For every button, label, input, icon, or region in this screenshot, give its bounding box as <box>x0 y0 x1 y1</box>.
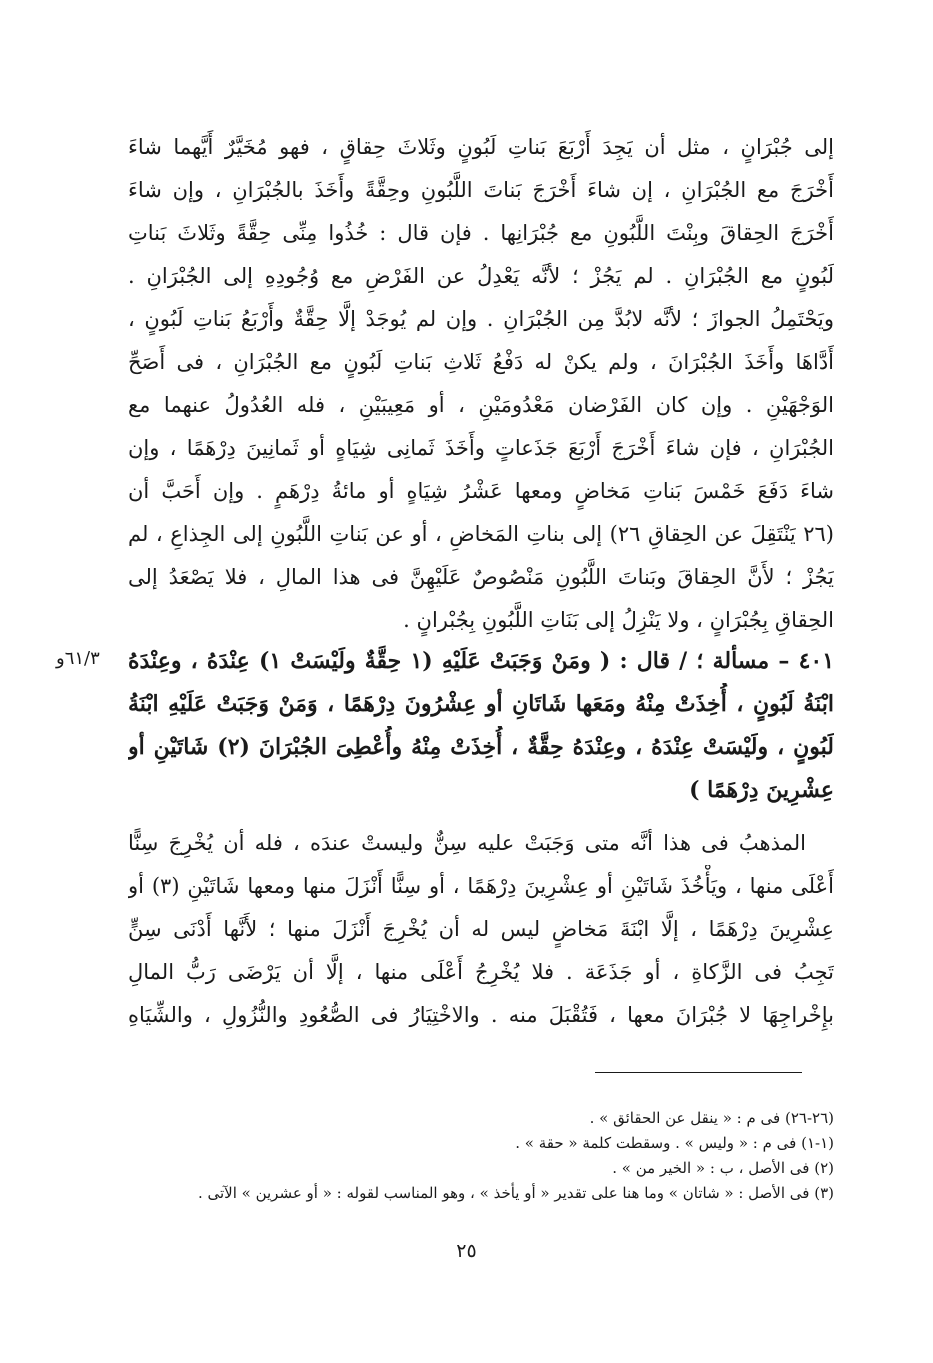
text-line: ويَحْتَمِلُ الجوازَ ؛ لأنَّه لابُدَّ مِن الجُبْرَانِ . وإن لم يُوجَدْ إلَّا حِقَّةٌ وأَرْبَعُ بَناتِ لَبُونٍ ، <box>128 307 834 331</box>
text-line: (٢٦ يَنْتَقِلَ عن الحِقاقِ ٢٦) إلى بناتِ المَخاضِ ، أو عن بَناتِ اللَّبُونِ إلى الجِذاعِ ، لم <box>128 522 834 546</box>
page-number: ٢٥ <box>456 1240 477 1262</box>
text-line: إلى جُبْرَانٍ ، مثل أن يَجِدَ أَرْبَعَ بَناتِ لَبُونٍ وثَلاثَ حِقاقٍ ، فهو مُخَيَّرٌ أَيَّهما شاءَ <box>128 135 834 159</box>
text-line: أَخْرَجَ الحِقاقَ وبِنْتَ اللَّبُونِ مع جُبْرَانِها . فإن قال : خُذُوا مِنِّى حِقَّةً وثَلاثَ بَناتِ <box>128 221 834 245</box>
paragraph-continuation <box>128 126 834 642</box>
text-line: الحِقاقِ بِجُبْرَانٍ ، ولا يَنْزِلُ إلى بَنَاتِ اللَّبُونِ بِجُبْرانٍ . <box>403 608 834 632</box>
text-line: ابْنَةُ لَبُونٍ ، أُخِذَتْ مِنْهُ ومَعَها شَاتَانِ أو عِشْرُونَ دِرْهَمًا ، وَمَنْ وَجَبَتْ عَلَيْهِ ابْنَةُ <box>128 691 834 717</box>
footnotes <box>128 1106 834 1206</box>
footnote: (٢) فى الأصل ، ب : « الخير من » . <box>612 1159 834 1177</box>
text-line: الوَجْهَيْنِ . وإن كان الفَرْضان مَعْدُومَيْنِ ، أو مَعِيبَيْنِ ، فله العُدُولُ عنهما مع <box>128 393 834 417</box>
text-line: بإِخْراجِهَا لا جُبْرَانَ معها ، فَتُقْبَلَ منه . والاخْتِيَارُ فى الصُّعُودِ والنُّزُولِ ، والشِّيَاهِ <box>128 1003 834 1027</box>
text-line: أَعْلَى منها ، ويَأْخُذَ شَاتَيْنِ أو عِشْرِينَ دِرْهَمًا ، أو سِنًّا أَنْزَلَ منها ومعها شَاتَيْنِ (٣) أو <box>128 874 834 898</box>
text-line: أَخْرَجَ مع الجُبْرَانِ ، إن شاءَ أَخْرَجَ بَناتَ اللَّبُونِ وحِقَّةً وأَخَذَ بالجُبْرَانِ ، وإن شاءَ <box>128 178 834 202</box>
text-line: المذهبُ فى هذا أنَّه متى وَجَبَتْ عليه سِنٌّ وليستْ عندَه ، فله أن يُخْرِجَ سِنًّا <box>128 831 806 855</box>
footnote-separator <box>595 1072 802 1073</box>
masala-heading-paragraph <box>128 640 834 812</box>
text-line: لَبُونٍ مع الجُبْرَانِ . لم يَجُزْ ؛ لأنَّه يَعْدِلُ عن الفَرْضِ مع وُجُودِهِ إلى الجُبْرَانِ . <box>128 264 834 288</box>
text-line: عِشْرِينَ دِرْهَمًا ) <box>689 777 834 803</box>
footnote: (٢٦-٢٦) فى م : « ينقل عن الحقائق » . <box>589 1109 834 1127</box>
margin-folio-note: ٦١/٣و <box>56 648 100 669</box>
text-line: عِشْرِينَ دِرْهَمًا ، إلَّا ابْنَةَ مَخاضٍ ليس له أن يُخْرِجَ أَنْزَلَ منها ؛ لأَنَّها أَدْنَى سِنٍّ <box>128 917 834 941</box>
text-line: تَجِبُ فى الزَّكاةِ ، أو جَذَعَة . فلا يُخْرِجُ أَعْلَى منها ، إلَّا أن يَرْضَى رَبُّ المالِ <box>128 960 834 984</box>
text-line: أَدَّاهَا وأَخَذَ الجُبْرَانَ ، ولم يكنْ له دَفْعُ ثَلاثِ بَناتِ لَبُونٍ مع الجُبْرَانِ ، فى أَصَحِّ <box>128 350 834 374</box>
footnote: (٣) فى الأصل : « شاتان » وما هنا على تقدير « أو يأخذ » ، وهو المناسب لقوله : « أو عشرين » الآتى . <box>197 1184 834 1202</box>
text-line: يَجُزْ ؛ لأَنَّ الحِقاقَ وبَناتَ اللَّبُونِ مَنْصُوصٌ عَلَيْهِنَّ فى هذا المالِ ، فلا يَصْعَدُ إلى <box>128 565 834 589</box>
text-line: الجُبْرَانِ ، فإن شاءَ أَخْرَجَ أَرْبَعَ جَذَعاتٍ وأَخَذَ ثَمانِى شِيَاهٍ أو ثَمانِينَ دِرْهَمًا ، وإن <box>128 436 834 460</box>
footnote: (١-١) فى م : « وليس » . وسقطت كلمة « حقة » . <box>515 1134 834 1152</box>
text-line: لَبُونٍ ، ولَيْسَتْ عِنْدَهُ ، وعِنْدَهُ حِقَّةٌ ، أُخِذَتْ مِنْهُ وأُعْطِىَ الجُبْرَانَ (٢) شَاتَيْنِ أو <box>128 734 834 760</box>
text-line: ٤٠١ – مسألة ؛ / قال : ( ومَنْ وَجَبَتْ عَلَيْهِ (١ حِقَّةٌ ولَيْسَتْ ١) عِنْدَهُ ، وعِنْدَهُ <box>128 648 834 674</box>
commentary-paragraph <box>128 822 834 1037</box>
text-line: شاءَ دَفَعَ خَمْسَ بَناتِ مَخاضٍ ومعها عَشْرُ شِيَاهٍ أو مائةُ دِرْهَمٍ . وإن أَحَبَّ أن <box>128 479 834 503</box>
